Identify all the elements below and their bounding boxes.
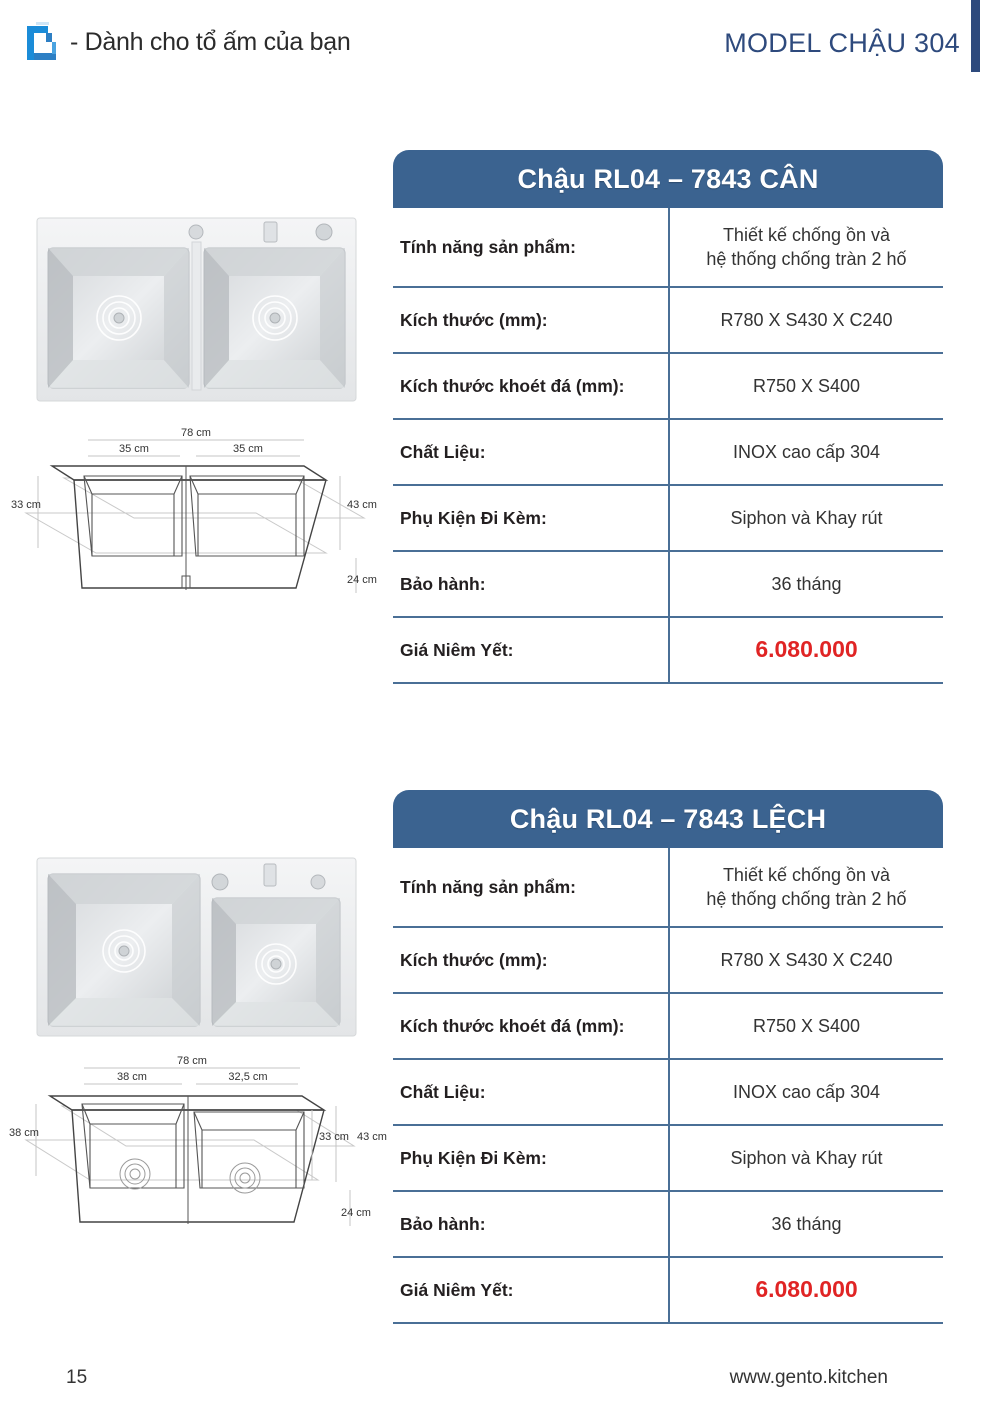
spec-label-price: Giá Niêm Yết: <box>393 618 670 682</box>
faucet-logo-icon <box>26 22 60 62</box>
spec-value-material: INOX cao cấp 304 <box>732 1081 881 1102</box>
spec-label-size: Kích thước (mm): <box>393 288 670 352</box>
product-2-title: Chậu RL04 – 7843 LỆCH <box>509 803 827 834</box>
spec-label-warranty: Bảo hành: <box>393 552 670 616</box>
spec-table-1 <box>393 150 943 684</box>
brand-tagline: - Dành cho tổ ấm của bạn <box>70 27 351 56</box>
spec-value-price: 6.080.000 <box>755 1276 858 1303</box>
spec-label-price: Giá Niêm Yết: <box>393 1258 670 1322</box>
spec-label-material: Chất Liệu: <box>393 420 670 484</box>
spec-value-material: INOX cao cấp 304 <box>732 441 881 462</box>
spec-value-size: R780 X S430 X C240 <box>720 949 893 970</box>
header-accent-bar <box>971 0 980 72</box>
table-row <box>393 208 943 288</box>
dim-depth-back-1: 43 cm <box>347 499 377 511</box>
product-1-title: Chậu RL04 – 7843 CÂN <box>517 163 819 194</box>
table-row <box>393 848 943 928</box>
dim-height-1: 24 cm <box>347 574 377 586</box>
table-row <box>393 486 943 552</box>
technical-drawing-2 <box>4 1048 390 1243</box>
spec-value-size: R780 X S430 X C240 <box>720 309 893 330</box>
spec-label-accessories: Phụ Kiện Đi Kèm: <box>393 1126 670 1190</box>
technical-drawing-1 <box>4 418 390 603</box>
spec-value-warranty: 36 tháng <box>771 1213 842 1234</box>
page-number: 15 <box>66 1367 88 1388</box>
dim-depth-front-1: 33 cm <box>11 499 41 511</box>
dim-height-2: 24 cm <box>341 1207 371 1219</box>
table-row <box>393 994 943 1060</box>
dim-depth-back-2: 43 cm <box>357 1131 387 1143</box>
spec-label-size: Kích thước (mm): <box>393 928 670 992</box>
table-row <box>393 1126 943 1192</box>
spec-value-cutout: R750 X S400 <box>752 375 861 396</box>
feature-line-1: Thiết kế chống ồn và <box>722 224 891 245</box>
spec-label-warranty: Bảo hành: <box>393 1192 670 1256</box>
table-row <box>393 1258 943 1324</box>
spec-table-2-header <box>393 790 943 848</box>
spec-label-cutout: Kích thước khoét đá (mm): <box>393 354 670 418</box>
spec-value-feature <box>670 848 943 926</box>
table-row <box>393 288 943 354</box>
spec-table-1-header <box>393 150 943 208</box>
spec-value-accessories: Siphon và Khay rút <box>730 1147 883 1168</box>
spec-table-2 <box>393 790 943 1324</box>
product-photo-2 <box>24 852 369 1042</box>
dim-depth-front-2: 38 cm <box>9 1127 39 1139</box>
model-title: MODEL CHẬU 304 <box>724 28 960 58</box>
spec-value-warranty: 36 tháng <box>771 573 842 594</box>
dim-bowl-left-2: 38 cm <box>117 1071 147 1083</box>
spec-value-accessories: Siphon và Khay rút <box>730 507 883 528</box>
dim-bowl-left-1: 35 cm <box>119 443 149 455</box>
dim-total-width-1: 78 cm <box>181 427 211 439</box>
spec-value-cutout: R750 X S400 <box>752 1015 861 1036</box>
table-row <box>393 552 943 618</box>
page-header <box>0 0 1000 88</box>
table-row <box>393 1192 943 1258</box>
spec-label-cutout: Kích thước khoét đá (mm): <box>393 994 670 1058</box>
spec-value-feature <box>670 208 943 286</box>
spec-label-feature: Tính năng sản phẩm: <box>393 848 670 926</box>
table-row <box>393 420 943 486</box>
dim-total-width-2: 78 cm <box>177 1055 207 1067</box>
spec-value-price: 6.080.000 <box>755 636 858 663</box>
dim-bowl-right-1: 35 cm <box>233 443 263 455</box>
dim-bowl-right-2: 32,5 cm <box>228 1071 268 1083</box>
page-footer <box>0 1345 1000 1415</box>
product-photo-1 <box>24 212 369 407</box>
table-row <box>393 618 943 684</box>
spec-label-material: Chất Liệu: <box>393 1060 670 1124</box>
table-row <box>393 928 943 994</box>
dim-depth-mid-2: 33 cm <box>319 1131 349 1143</box>
spec-label-accessories: Phụ Kiện Đi Kèm: <box>393 486 670 550</box>
table-row <box>393 354 943 420</box>
feature-line-1: Thiết kế chống ồn và <box>722 864 891 885</box>
table-row <box>393 1060 943 1126</box>
brand-logo <box>26 22 350 62</box>
feature-line-2: hệ thống chống tràn 2 hố <box>706 889 907 909</box>
website-url[interactable]: www.gento.kitchen <box>729 1367 888 1388</box>
feature-line-2: hệ thống chống tràn 2 hố <box>706 249 907 269</box>
spec-label-feature: Tính năng sản phẩm: <box>393 208 670 286</box>
